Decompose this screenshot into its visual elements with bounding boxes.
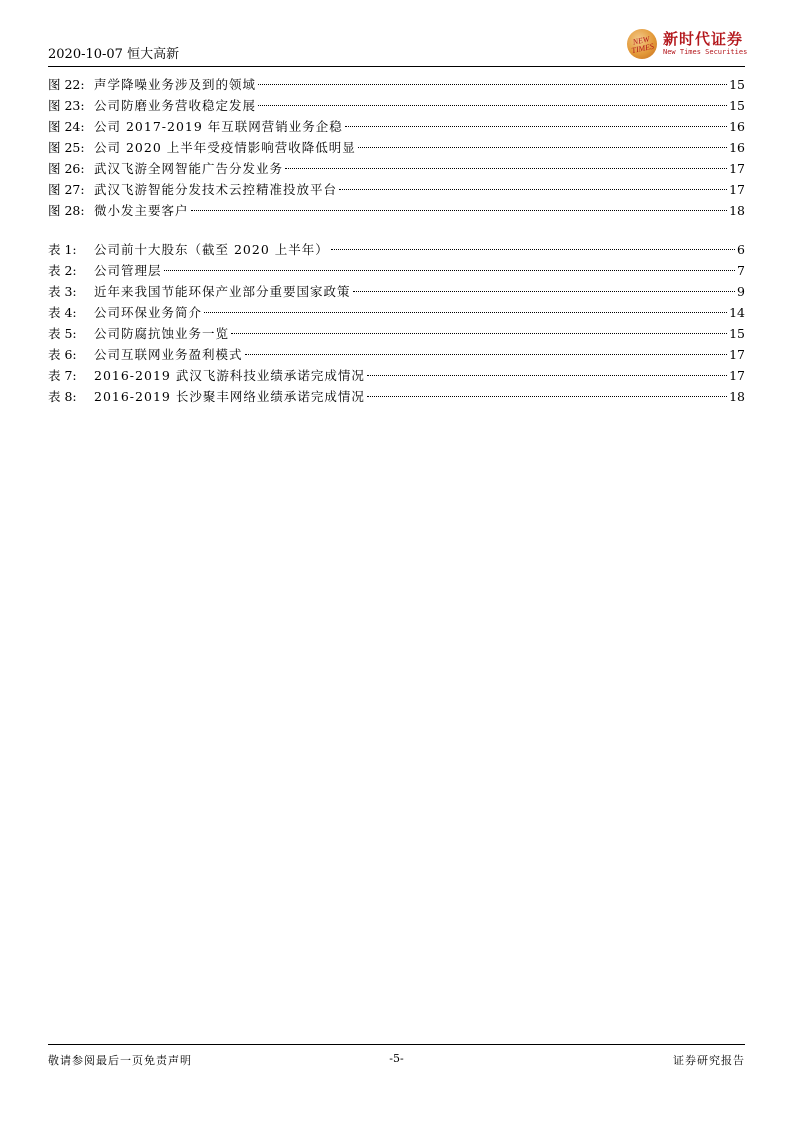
table-toc-entry[interactable] [48,281,745,302]
toc-entry-title[interactable]: 2016-2019 武汉飞游科技业绩承诺完成情况 [94,368,365,383]
toc-dot-leader [258,84,727,85]
table-toc-entry[interactable] [48,239,745,260]
toc-dot-leader [367,396,727,397]
page-header [48,30,748,64]
footer-disclaimer: 敬请参阅最后一页免责声明 [48,1054,192,1067]
toc-entry-page[interactable]: 18 [729,203,745,218]
toc-entry-title[interactable]: 微小发主要客户 [94,203,189,218]
toc-entry-page[interactable]: 15 [729,77,745,92]
brand-logo [627,28,748,60]
figure-toc-entry[interactable] [48,200,745,221]
toc-entry-page[interactable]: 17 [729,182,745,197]
toc-entry-label: 图 23: [48,98,85,113]
footer-report-type: 证券研究报告 [673,1054,745,1067]
logo-name-en: New Times Securities [663,48,748,56]
table-toc-entry[interactable] [48,386,745,407]
toc-entry-page[interactable]: 15 [729,98,745,113]
logo-name-cn: 新时代证券 [663,30,744,48]
toc-entry-label: 表 7: [48,368,77,383]
toc-entry-title[interactable]: 公司互联网业务盈利模式 [94,347,243,362]
toc-entry-title[interactable]: 公司防磨业务营收稳定发展 [94,98,257,113]
toc-dot-leader [331,249,735,250]
toc-entry-title[interactable]: 公司 2017-2019 年互联网营销业务企稳 [94,119,343,134]
toc-entry-label: 图 27: [48,182,85,197]
toc-entry-page[interactable]: 16 [729,119,745,134]
toc-entry-title[interactable]: 武汉飞游智能分发技术云控精准投放平台 [94,182,338,197]
table-toc-entry[interactable] [48,365,745,386]
toc-entry-page[interactable]: 7 [737,263,745,278]
toc-entry-page[interactable]: 9 [737,284,745,299]
table-toc-entry[interactable] [48,344,745,365]
header-divider [48,66,745,67]
figure-toc-entry[interactable] [48,137,745,158]
toc-entry-title[interactable]: 2016-2019 长沙聚丰网络业绩承诺完成情况 [94,389,365,404]
toc-entry-label: 表 4: [48,305,77,320]
toc-entry-label: 图 24: [48,119,85,134]
toc-entry-page[interactable]: 15 [729,326,745,341]
page-footer [48,1044,745,1067]
toc-dot-leader [204,312,727,313]
toc-entry-title[interactable]: 公司 2020 上半年受疫情影响营收降低明显 [94,140,356,155]
figure-toc-entry[interactable] [48,158,745,179]
toc-entry-title[interactable]: 公司环保业务简介 [94,305,203,320]
toc-entry-page[interactable]: 14 [729,305,745,320]
page-number: -5- [389,1052,404,1065]
toc-dot-leader [367,375,727,376]
toc-entry-page[interactable]: 17 [729,368,745,383]
toc-entry-title[interactable]: 公司防腐抗蚀业务一览 [94,326,230,341]
logo-badge-icon: NEW TIMES [627,29,657,59]
toc-entry-label: 表 6: [48,347,77,362]
toc-entry-label: 表 5: [48,326,77,341]
toc-entry-title[interactable]: 武汉飞游全网智能广告分发业务 [94,161,284,176]
toc-entry-title[interactable]: 声学降噪业务涉及到的领域 [94,77,257,92]
tables-toc [48,239,745,407]
toc-dot-leader [164,270,736,271]
figures-toc [48,74,745,221]
toc-entry-page[interactable]: 17 [729,161,745,176]
toc-dot-leader [191,210,728,211]
toc-entry-label: 图 26: [48,161,85,176]
toc-dot-leader [245,354,728,355]
figure-toc-entry[interactable] [48,116,745,137]
toc-entry-label: 表 2: [48,263,77,278]
figure-toc-entry[interactable] [48,179,745,200]
toc-dot-leader [285,168,727,169]
table-toc-entry[interactable] [48,302,745,323]
toc-entry-label: 表 3: [48,284,77,299]
toc-entry-page[interactable]: 18 [729,389,745,404]
figure-toc-entry[interactable] [48,74,745,95]
toc-dot-leader [358,147,727,148]
toc-dot-leader [339,189,727,190]
toc-entry-label: 表 8: [48,389,77,404]
table-toc-entry[interactable] [48,260,745,281]
toc-entry-page[interactable]: 17 [729,347,745,362]
toc-dot-leader [231,333,727,334]
toc-entry-label: 图 28: [48,203,85,218]
toc-dot-leader [258,105,727,106]
toc-entry-title[interactable]: 公司管理层 [94,263,162,278]
toc-dot-leader [345,126,727,127]
toc-entry-page[interactable]: 6 [737,242,745,257]
toc-dot-leader [353,291,736,292]
toc-entry-title[interactable]: 公司前十大股东（截至 2020 上半年） [94,242,329,257]
figure-toc-entry[interactable] [48,95,745,116]
table-toc-entry[interactable] [48,323,745,344]
toc-entry-title[interactable]: 近年来我国节能环保产业部分重要国家政策 [94,284,351,299]
toc-entry-label: 图 22: [48,77,85,92]
toc-entry-page[interactable]: 16 [729,140,745,155]
toc-entry-label: 表 1: [48,242,77,257]
toc-entry-label: 图 25: [48,140,85,155]
header-date-company: 2020-10-07 恒大高新 [48,47,180,62]
